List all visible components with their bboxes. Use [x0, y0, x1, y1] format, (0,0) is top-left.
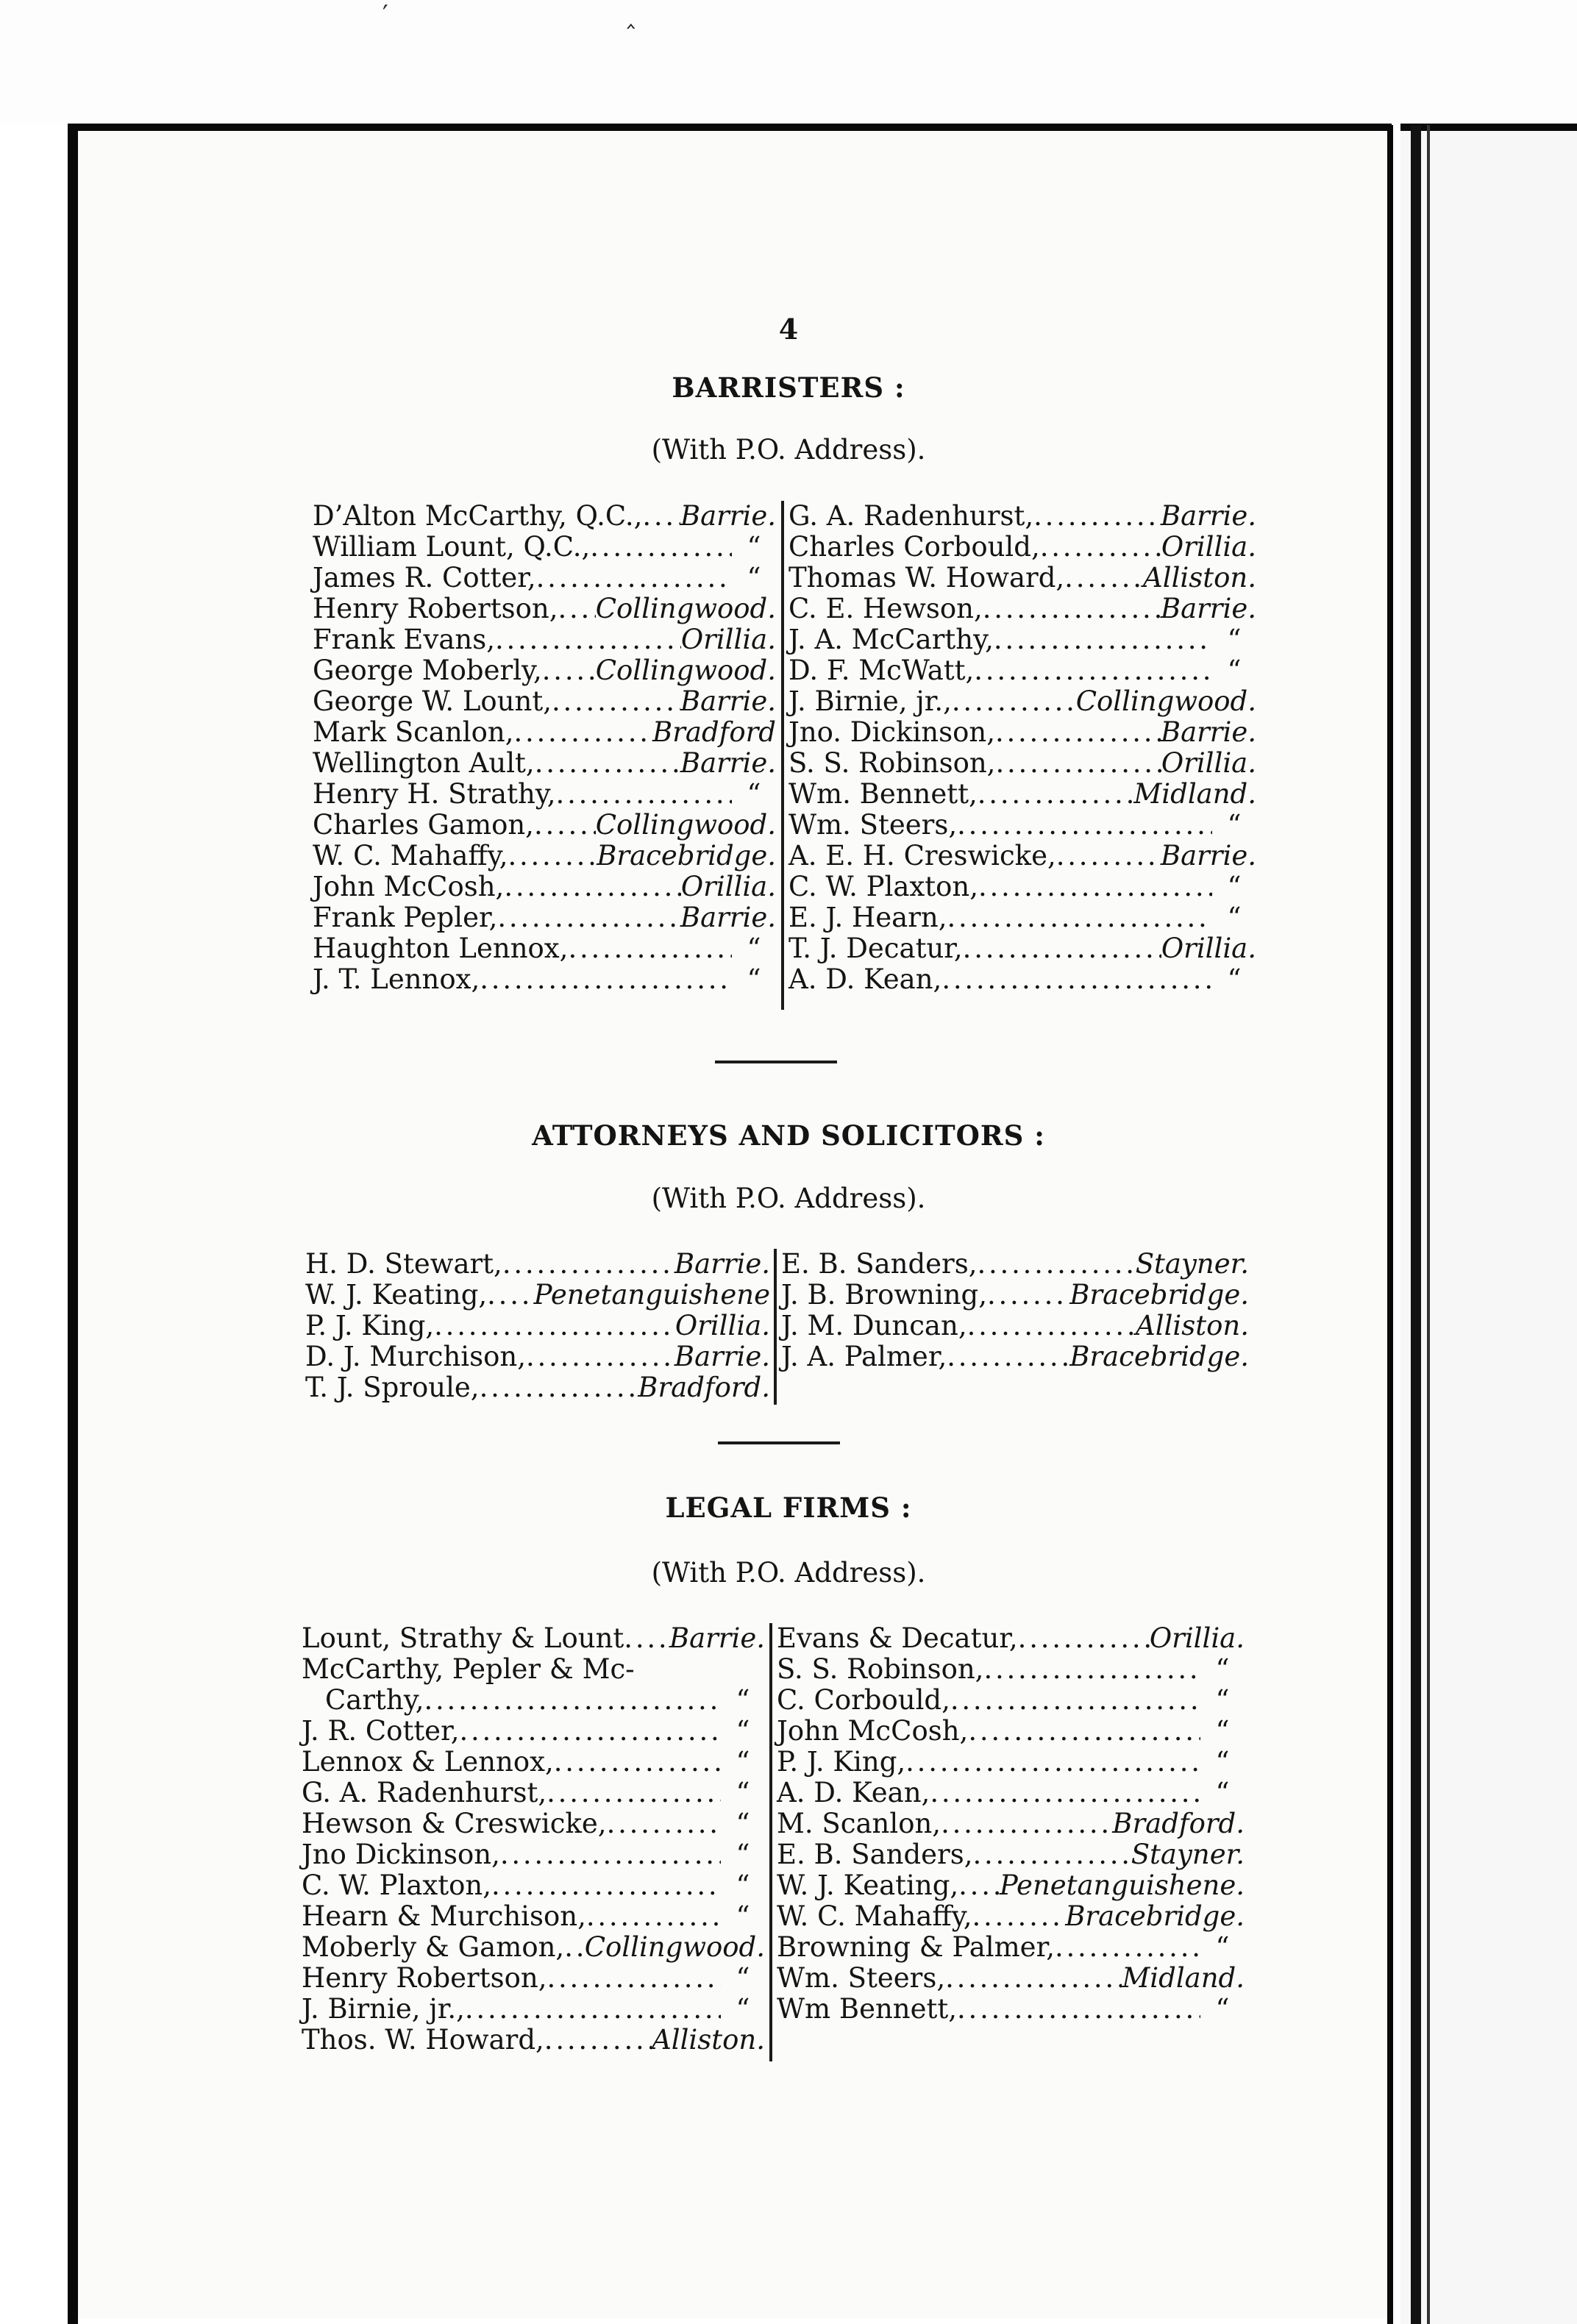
entry-name: C. E. Hewson, — [788, 593, 983, 624]
leader-dots — [972, 1901, 1065, 1932]
entry-name: Mark Scanlon, — [313, 716, 514, 748]
leader-dots — [500, 1839, 721, 1870]
entry-name: E. J. Hearn, — [788, 902, 947, 933]
leader-dots — [963, 933, 1161, 964]
directory-entry — [788, 933, 1256, 964]
page-edge-top — [68, 124, 1392, 131]
entry-name: G. A. Radenhurst, — [788, 500, 1034, 532]
attorneys-left-column — [305, 1249, 770, 1403]
entry-name: P. J. King, — [777, 1746, 906, 1778]
entry-place: Bradford — [652, 716, 776, 748]
entry-place: Bracebridge. — [1069, 1341, 1249, 1372]
entry-name: D. J. Murchison, — [305, 1341, 526, 1372]
entry-place: “ — [736, 1962, 750, 1994]
entry-name: C. W. Plaxton, — [788, 871, 978, 902]
leader-dots — [983, 1654, 1200, 1685]
leader-dots — [424, 1685, 721, 1716]
barristers-heading: BARRISTERS : — [672, 371, 905, 404]
leader-dots — [941, 964, 1212, 995]
leader-dots — [568, 933, 732, 964]
directory-entry — [313, 841, 776, 872]
entry-name: Henry Robertson, — [313, 593, 558, 624]
entry-name: T. J. Decatur, — [788, 933, 963, 964]
entry-place: “ — [736, 1839, 750, 1870]
entry-place: “ — [747, 531, 761, 563]
leader-dots — [930, 1778, 1200, 1808]
entry-place: “ — [1215, 1993, 1230, 2025]
directory-entry — [781, 1249, 1249, 1280]
leader-dots — [465, 1994, 721, 2025]
entry-place: Bracebridge. — [1065, 1900, 1245, 1932]
directory-entry — [777, 1932, 1245, 1963]
entry-name: Wellington Ault, — [313, 747, 535, 779]
directory-entry — [302, 1716, 765, 1747]
directory-entry — [313, 810, 776, 841]
directory-entry — [777, 1963, 1245, 1994]
leader-dots — [558, 594, 595, 624]
directory-entry — [302, 1623, 765, 1654]
entry-name: Frank Pepler, — [313, 902, 498, 933]
entry-place: “ — [1227, 871, 1242, 902]
directory-entry — [313, 594, 776, 624]
entry-place: “ — [1227, 963, 1242, 995]
entry-place: Orillia. — [674, 1310, 770, 1341]
entry-place: Orillia. — [1161, 531, 1256, 563]
entry-name: John McCosh, — [313, 871, 505, 902]
entry-place: Stayner. — [1135, 1248, 1249, 1280]
directory-entry — [788, 810, 1256, 841]
entry-place: Midland. — [1133, 778, 1256, 810]
entry-place: “ — [1215, 1777, 1230, 1808]
entry-name: Frank Evans, — [313, 624, 495, 655]
directory-entry — [777, 1685, 1245, 1716]
entry-name: Charles Corbould, — [788, 531, 1040, 563]
leader-dots — [995, 717, 1161, 748]
directory-entry — [788, 686, 1256, 717]
leader-dots — [967, 1311, 1136, 1341]
leader-dots — [504, 872, 681, 902]
entry-name: J. Birnie, jr., — [302, 1993, 465, 2025]
entry-name: D’Alton McCarthy, Q.C., — [313, 500, 643, 532]
entry-place: “ — [736, 1777, 750, 1808]
scan-speck: ′ — [382, 0, 388, 29]
entry-name: E. B. Sanders, — [777, 1839, 973, 1870]
entry-place: “ — [1227, 624, 1242, 655]
entry-name: C. W. Plaxton, — [302, 1869, 491, 1901]
directory-entry — [777, 1747, 1245, 1778]
directory-entry — [302, 1747, 765, 1778]
directory-entry — [313, 779, 776, 810]
leader-dots — [1040, 532, 1161, 563]
directory-entry — [788, 717, 1256, 748]
directory-entry — [313, 933, 776, 964]
directory-entry — [305, 1249, 770, 1280]
entry-place: Alliston. — [652, 2024, 765, 2056]
directory-entry — [302, 2025, 765, 2056]
directory-entry — [313, 532, 776, 563]
entry-place: Barrie. — [1160, 840, 1256, 872]
leader-dots — [994, 624, 1212, 655]
scan-margin-top — [0, 0, 1577, 125]
entry-name: Evans & Decatur, — [777, 1622, 1018, 1654]
entry-place: Bradford. — [638, 1372, 770, 1403]
leader-dots — [1033, 501, 1161, 532]
leader-dots — [459, 1716, 721, 1747]
legal-firms-left-column — [302, 1623, 765, 2056]
entry-name: J. B. Browning, — [781, 1279, 987, 1311]
directory-entry — [313, 686, 776, 717]
directory-entry — [302, 1685, 765, 1716]
leader-dots — [480, 964, 732, 995]
entry-name: J. R. Cotter, — [302, 1715, 460, 1747]
entry-name: Hewson & Creswicke, — [302, 1808, 607, 1839]
entry-place: Barrie. — [680, 902, 776, 933]
barristers-left-column — [313, 501, 776, 995]
column-divider — [774, 1249, 777, 1405]
directory-entry — [777, 1623, 1245, 1654]
entry-name: Wm. Steers, — [777, 1962, 946, 1994]
entry-name: Lount, Strathy & Lount — [302, 1622, 624, 1654]
entry-place: “ — [747, 778, 761, 810]
leader-dots — [978, 872, 1212, 902]
entry-name: A. D. Kean, — [788, 963, 942, 995]
entry-name: McCarthy, Pepler & Mc- — [302, 1653, 635, 1685]
leader-dots — [564, 1932, 585, 1963]
entry-name: J. A. McCarthy, — [788, 624, 994, 655]
directory-entry — [788, 594, 1256, 624]
entry-name: H. D. Stewart, — [305, 1248, 502, 1280]
directory-entry — [777, 1870, 1245, 1901]
entry-place: “ — [1227, 902, 1242, 933]
leader-dots — [978, 779, 1134, 810]
directory-entry — [788, 779, 1256, 810]
legal-firms-subheading: (With P.O. Address). — [651, 1557, 926, 1589]
directory-entry — [788, 902, 1256, 933]
leader-dots — [905, 1747, 1200, 1778]
directory-entry — [302, 1778, 765, 1808]
column-divider — [769, 1623, 772, 2061]
leader-dots — [542, 655, 596, 686]
directory-entry — [788, 563, 1256, 594]
entry-place: Collingwood. — [584, 1931, 765, 1963]
leader-dots — [544, 2025, 652, 2056]
entry-name: J. Birnie, jr., — [788, 685, 952, 717]
entry-name: E. B. Sanders, — [781, 1248, 978, 1280]
leader-dots — [547, 1963, 721, 1994]
directory-entry — [302, 1932, 765, 1963]
leader-dots — [957, 810, 1212, 841]
legal-firms-right-column — [777, 1623, 1245, 2025]
entry-name: S. S. Robinson, — [788, 747, 996, 779]
entry-name: Moberly & Gamon, — [302, 1931, 565, 1963]
leader-dots — [947, 1341, 1069, 1372]
entry-place: Orillia. — [680, 871, 776, 902]
entry-name: Jno. Dickinson, — [788, 716, 995, 748]
directory-entry — [777, 1901, 1245, 1932]
entry-place: Barrie. — [1160, 716, 1256, 748]
directory-entry — [788, 872, 1256, 902]
directory-entry — [313, 717, 776, 748]
directory-entry — [305, 1311, 770, 1341]
leader-dots — [987, 1280, 1069, 1311]
leader-dots — [502, 1249, 674, 1280]
leader-dots — [480, 1372, 638, 1403]
entry-name: A. D. Kean, — [777, 1777, 930, 1808]
attorneys-heading: ATTORNEYS AND SOLICITORS : — [532, 1119, 1045, 1152]
leader-dots — [487, 1280, 533, 1311]
entry-place: Orillia. — [1161, 747, 1256, 779]
entry-place: “ — [1215, 1715, 1230, 1747]
entry-place: Stayner. — [1131, 1839, 1245, 1870]
leader-dots — [1056, 841, 1161, 872]
entry-place: Collingwood. — [595, 655, 776, 686]
directory-entry — [302, 1870, 765, 1901]
entry-place: Penetanguishene — [533, 1279, 770, 1311]
entry-name: George W. Lount, — [313, 685, 552, 717]
leader-dots — [983, 594, 1161, 624]
entry-name: M. Scanlon, — [777, 1808, 941, 1839]
directory-entry — [305, 1372, 770, 1403]
directory-entry — [313, 902, 776, 933]
leader-dots — [535, 748, 680, 779]
leader-dots — [1064, 563, 1143, 594]
entry-place: Barrie. — [1160, 500, 1256, 532]
leader-dots — [491, 1870, 721, 1901]
entry-place: Alliston. — [1136, 1310, 1249, 1341]
directory-entry — [305, 1341, 770, 1372]
directory-entry — [788, 532, 1256, 563]
directory-entry — [313, 964, 776, 995]
directory-entry — [313, 748, 776, 779]
entry-name: Charles Gamon, — [313, 809, 534, 841]
entry-name: W. C. Mahaffy, — [313, 840, 508, 872]
entry-place: “ — [747, 963, 761, 995]
leader-dots — [434, 1311, 675, 1341]
directory-entry — [788, 655, 1256, 686]
directory-entry — [788, 501, 1256, 532]
entry-name: W. J. Keating, — [777, 1869, 959, 1901]
entry-name: Wm. Bennett, — [788, 778, 978, 810]
leader-dots — [995, 748, 1161, 779]
directory-entry — [313, 655, 776, 686]
leader-dots — [536, 563, 732, 594]
entry-name: C. Corbould, — [777, 1684, 950, 1716]
leader-dots — [508, 841, 597, 872]
column-divider — [781, 501, 784, 1010]
directory-entry — [788, 748, 1256, 779]
entry-name: Henry H. Strathy, — [313, 778, 556, 810]
leader-dots — [556, 779, 732, 810]
leader-dots — [497, 902, 680, 933]
entry-place: Midland. — [1122, 1962, 1245, 1994]
directory-entry — [777, 1808, 1245, 1839]
entry-name: John McCosh, — [777, 1715, 969, 1747]
entry-place: “ — [736, 1900, 750, 1932]
entry-name: Thomas W. Howard, — [788, 562, 1065, 594]
leader-dots — [547, 1778, 721, 1808]
entry-place: “ — [736, 1808, 750, 1839]
barristers-right-column — [788, 501, 1256, 995]
attorneys-right-column — [781, 1249, 1249, 1372]
entry-place: Collingwood. — [595, 593, 776, 624]
directory-entry — [313, 872, 776, 902]
entry-name: A. E. H. Creswicke, — [788, 840, 1056, 872]
page-number: 4 — [778, 313, 799, 346]
entry-place: “ — [1215, 1653, 1230, 1685]
entry-name: James R. Cotter, — [313, 562, 536, 594]
entry-place: Collingwood. — [595, 809, 776, 841]
directory-entry — [777, 1654, 1245, 1685]
entry-place: Barrie. — [1160, 593, 1256, 624]
directory-entry — [313, 563, 776, 594]
entry-place: “ — [1215, 1684, 1230, 1716]
entry-place: Orillia. — [680, 624, 776, 655]
entry-place: Barrie. — [674, 1248, 770, 1280]
directory-entry — [781, 1311, 1249, 1341]
directory-entry — [777, 1716, 1245, 1747]
entry-place: “ — [747, 933, 761, 964]
entry-name: J. T. Lennox, — [313, 963, 480, 995]
leader-dots — [513, 717, 652, 748]
entry-place: “ — [736, 1684, 750, 1716]
entry-name: Wm Bennett, — [777, 1993, 958, 2025]
entry-place: Bradford. — [1112, 1808, 1245, 1839]
leader-dots — [590, 532, 732, 563]
legal-firms-heading: LEGAL FIRMS : — [665, 1491, 912, 1524]
entry-place: “ — [1227, 655, 1242, 686]
section-rule — [715, 1061, 837, 1063]
entry-place: Barrie. — [680, 747, 776, 779]
entry-place: Alliston. — [1143, 562, 1256, 594]
leader-dots — [958, 1870, 1000, 1901]
leader-dots — [552, 686, 680, 717]
section-rule — [718, 1441, 840, 1444]
entry-name: Browning & Palmer, — [777, 1931, 1055, 1963]
entry-place: “ — [736, 1869, 750, 1901]
entry-place: Collingwood. — [1075, 685, 1256, 717]
entry-name: D. F. McWatt, — [788, 655, 975, 686]
leader-dots — [941, 1808, 1112, 1839]
directory-entry — [302, 1963, 765, 1994]
entry-name: Wm. Steers, — [788, 809, 958, 841]
directory-entry — [788, 964, 1256, 995]
directory-entry — [302, 1839, 765, 1870]
entry-place: “ — [736, 1746, 750, 1778]
leader-dots — [978, 1249, 1136, 1280]
leader-dots — [957, 1994, 1200, 2025]
entry-name: Lennox & Lennox, — [302, 1746, 554, 1778]
entry-name: Carthy, — [325, 1684, 424, 1716]
directory-entry — [313, 501, 776, 532]
leader-dots — [952, 686, 1076, 717]
directory-entry — [781, 1341, 1249, 1372]
leader-dots — [947, 902, 1212, 933]
entry-name: George Moberly, — [313, 655, 542, 686]
entry-place: Barrie. — [680, 685, 776, 717]
leader-dots — [607, 1808, 721, 1839]
leader-dots — [495, 624, 681, 655]
entry-name: William Lount, Q.C., — [313, 531, 591, 563]
entry-name: Haughton Lennox, — [313, 933, 569, 964]
leader-dots — [1018, 1623, 1150, 1654]
entry-place: Orillia. — [1149, 1622, 1245, 1654]
directory-entry — [302, 1808, 765, 1839]
directory-entry — [777, 1778, 1245, 1808]
entry-place: “ — [1215, 1746, 1230, 1778]
entry-name: Jno Dickinson, — [302, 1839, 500, 1870]
entry-place: Barrie. — [680, 500, 776, 532]
attorneys-subheading: (With P.O. Address). — [651, 1183, 926, 1214]
leader-dots — [968, 1716, 1200, 1747]
leader-dots — [586, 1901, 721, 1932]
entry-name: W. J. Keating, — [305, 1279, 488, 1311]
entry-name: Hearn & Murchison, — [302, 1900, 586, 1932]
entry-name: W. C. Mahaffy, — [777, 1900, 972, 1932]
directory-entry — [777, 1839, 1245, 1870]
entry-place: “ — [1227, 809, 1242, 841]
leader-dots — [1055, 1932, 1200, 1963]
entry-place: Barrie. — [674, 1341, 770, 1372]
entry-place: Barrie. — [669, 1622, 765, 1654]
leader-dots — [534, 810, 596, 841]
leader-dots — [624, 1623, 669, 1654]
leader-dots — [642, 501, 680, 532]
directory-entry — [313, 624, 776, 655]
leader-dots — [973, 1839, 1131, 1870]
barristers-subheading: (With P.O. Address). — [651, 434, 926, 466]
leader-dots — [950, 1685, 1200, 1716]
leader-dots — [945, 1963, 1122, 1994]
entry-name: P. J. King, — [305, 1310, 435, 1341]
directory-entry — [781, 1280, 1249, 1311]
entry-name: J. A. Palmer, — [781, 1341, 947, 1372]
entry-place: “ — [736, 1993, 750, 2025]
entry-place: “ — [1215, 1931, 1230, 1963]
directory-entry — [788, 624, 1256, 655]
scan-speck: ‸ — [627, 0, 636, 29]
leader-dots — [974, 655, 1212, 686]
entry-place: Bracebridge. — [597, 840, 776, 872]
entry-name: Henry Robertson, — [302, 1962, 547, 1994]
directory-entry — [305, 1280, 770, 1311]
entry-place: “ — [736, 1715, 750, 1747]
entry-name: S. S. Robinson, — [777, 1653, 984, 1685]
leader-dots — [526, 1341, 674, 1372]
directory-entry — [788, 841, 1256, 872]
directory-entry — [302, 1901, 765, 1932]
entry-place: Penetanguishene. — [999, 1869, 1245, 1901]
entry-place: Bracebridge. — [1069, 1279, 1249, 1311]
directory-entry — [777, 1994, 1245, 2025]
entry-place: “ — [747, 562, 761, 594]
leader-dots — [554, 1747, 721, 1778]
entry-name: T. J. Sproule, — [305, 1372, 480, 1403]
entry-name: J. M. Duncan, — [781, 1310, 967, 1341]
entry-place: Orillia. — [1161, 933, 1256, 964]
directory-entry — [302, 1994, 765, 2025]
directory-entry — [302, 1654, 765, 1685]
entry-name: G. A. Radenhurst, — [302, 1777, 547, 1808]
entry-name: Thos. W. Howard, — [302, 2024, 544, 2056]
